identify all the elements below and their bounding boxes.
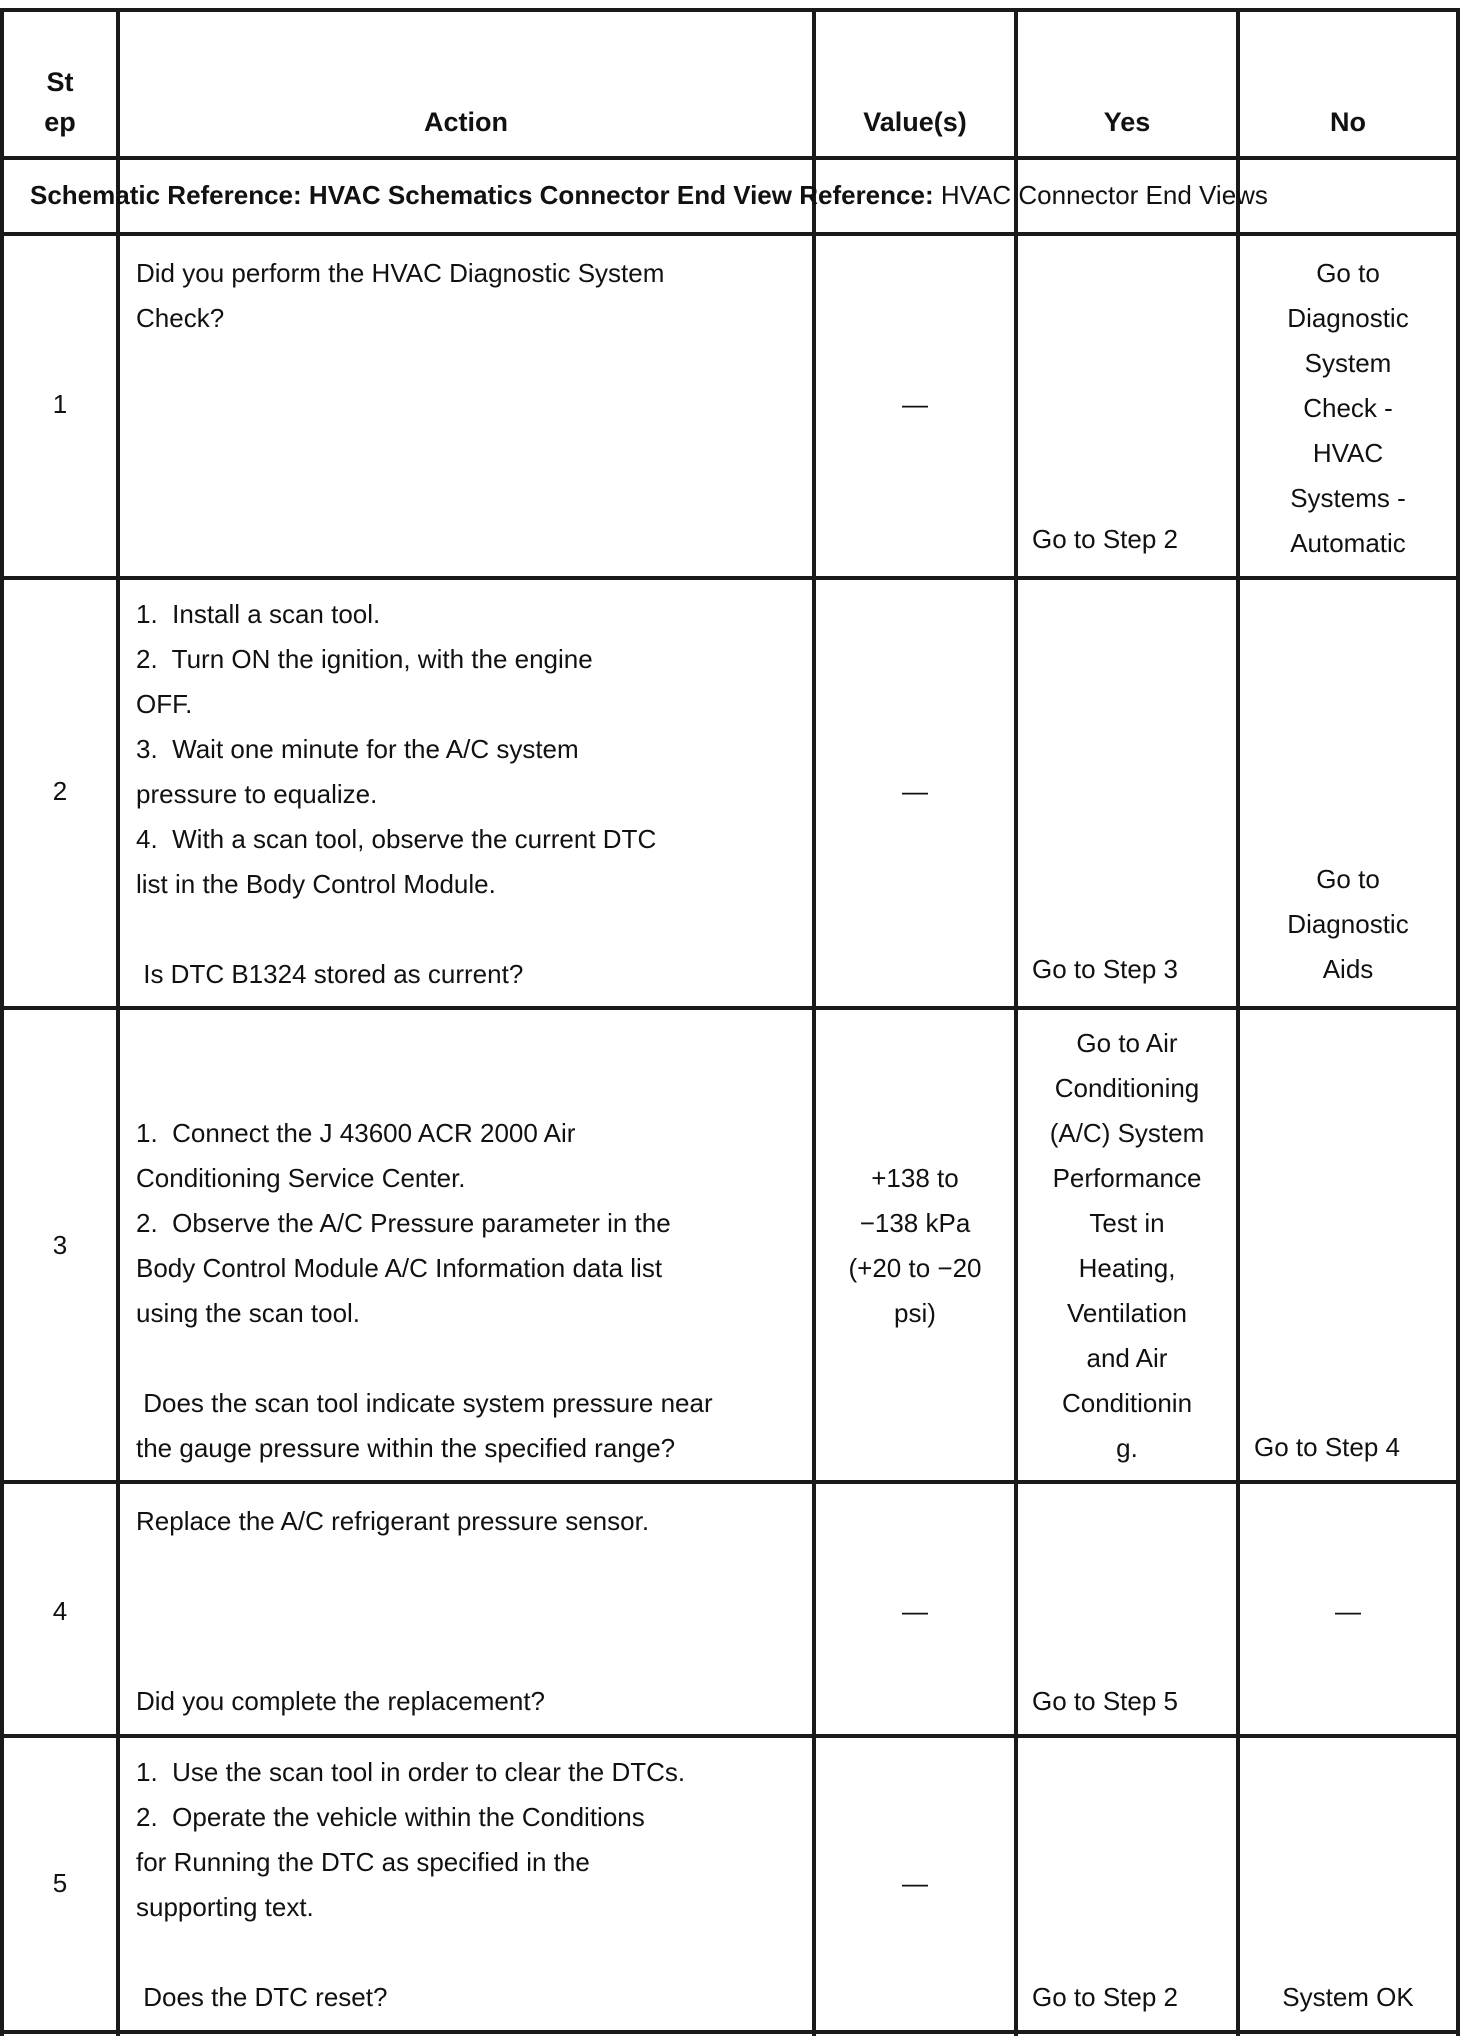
action-line: Replace the A/C refrigerant pressure sensor. xyxy=(136,1506,650,1536)
row-divider xyxy=(0,576,1460,580)
yes-line: Conditionin xyxy=(1061,1388,1193,1418)
value-line: +138 to xyxy=(871,1163,959,1193)
no-result xyxy=(1240,857,1456,992)
action-line: 1. Install a scan tool. xyxy=(136,599,381,629)
yes-result xyxy=(1018,1021,1236,1471)
yes-line: Heating, xyxy=(1078,1253,1176,1283)
action-line: 4. With a scan tool, observe the current DTC xyxy=(136,824,657,854)
yes-result: Go to Step 3 xyxy=(1032,954,1178,984)
yes-line: (A/C) System xyxy=(1049,1118,1205,1148)
row-divider xyxy=(0,1006,1460,1010)
action-line: Does the scan tool indicate system pressure near xyxy=(136,1388,713,1418)
yes-line: and Air xyxy=(1086,1343,1168,1373)
yes-line: Performance xyxy=(1052,1163,1202,1193)
table-border-right xyxy=(1456,10,1460,2036)
value-text xyxy=(816,1156,1014,1336)
yes-line: g. xyxy=(1116,1433,1138,1463)
action-line xyxy=(136,907,812,952)
action-line xyxy=(136,1589,812,1634)
yes-line: Test in xyxy=(1089,1208,1165,1238)
action-line: using the scan tool. xyxy=(136,1298,361,1328)
action-line: for Running the DTC as specified in the xyxy=(136,1847,590,1877)
connector-reference-link: HVAC Connector End Views xyxy=(940,180,1268,210)
value-text: — xyxy=(902,1868,928,1898)
no-line: Diagnostic xyxy=(1287,909,1409,939)
value-text: — xyxy=(902,1596,928,1626)
action-line: supporting text. xyxy=(136,1892,314,1922)
no-line: Systems - xyxy=(1290,483,1406,513)
no-line: Check - xyxy=(1303,393,1393,423)
header-yes: Yes xyxy=(1103,107,1151,137)
row-divider xyxy=(0,156,1460,160)
no-result: Go to Step 4 xyxy=(1254,1432,1400,1462)
step-number: 2 xyxy=(52,776,68,806)
table-border-left xyxy=(0,10,4,2036)
yes-line: Go to Air xyxy=(1076,1028,1178,1058)
action-line: Is DTC B1324 stored as current? xyxy=(136,959,524,989)
header-step xyxy=(4,62,116,142)
no-line: Diagnostic xyxy=(1287,303,1409,333)
action-line xyxy=(136,1544,812,1589)
step-number: 4 xyxy=(52,1596,68,1626)
step-number: 5 xyxy=(52,1868,68,1898)
action-line: 3. Wait one minute for the A/C system xyxy=(136,734,579,764)
no-line: Go to xyxy=(1316,864,1380,894)
no-result xyxy=(1240,251,1456,566)
yes-result: Go to Step 2 xyxy=(1032,524,1178,554)
action-line: Body Control Module A/C Information data list xyxy=(136,1253,663,1283)
value-text: — xyxy=(902,389,928,419)
no-result: System OK xyxy=(1282,1982,1414,2012)
action-text xyxy=(116,1750,812,2020)
action-line: Conditioning Service Center. xyxy=(136,1163,466,1193)
row-divider xyxy=(0,1480,1460,1484)
table-border-bottom xyxy=(0,2030,1460,2034)
action-line: 2. Operate the vehicle within the Conditions xyxy=(136,1802,645,1832)
table-border-top xyxy=(0,8,1460,12)
reference-row xyxy=(30,175,1450,215)
action-line: 1. Connect the J 43600 ACR 2000 Air xyxy=(136,1118,576,1148)
yes-line: Conditioning xyxy=(1054,1073,1200,1103)
column-divider xyxy=(812,10,816,2036)
action-line: list in the Body Control Module. xyxy=(136,869,496,899)
no-line: Go to xyxy=(1316,258,1380,288)
header-action: Action xyxy=(424,107,508,137)
no-line: Aids xyxy=(1322,954,1374,984)
action-text xyxy=(116,1499,812,1724)
value-line: (+20 to −20 xyxy=(848,1253,982,1283)
schematic-reference-link: HVAC Schematics xyxy=(308,180,533,210)
yes-line: Ventilation xyxy=(1067,1298,1187,1328)
value-line: −138 kPa xyxy=(859,1208,971,1238)
value-text: — xyxy=(902,776,928,806)
step-number: 1 xyxy=(52,389,68,419)
row-divider xyxy=(0,1734,1460,1738)
action-line: the gauge pressure within the specified range? xyxy=(136,1433,676,1463)
action-line: Did you complete the replacement? xyxy=(136,1686,546,1716)
action-line: Does the DTC reset? xyxy=(136,1982,388,2012)
header-no: No xyxy=(1330,107,1366,137)
no-line: System xyxy=(1304,348,1392,378)
action-line xyxy=(136,1634,812,1679)
header-values: Value(s) xyxy=(863,107,967,137)
action-line xyxy=(136,1336,812,1381)
no-line: Automatic xyxy=(1290,528,1406,558)
action-line: 2. Turn ON the ignition, with the engine xyxy=(136,644,593,674)
action-line: Did you perform the HVAC Diagnostic System xyxy=(136,258,665,288)
action-line: OFF. xyxy=(136,689,193,719)
action-line: 1. Use the scan tool in order to clear the DTCs. xyxy=(136,1757,686,1787)
action-text xyxy=(116,251,812,341)
action-line: Check? xyxy=(136,303,225,333)
connector-reference-label: Connector End View Reference: xyxy=(539,180,934,210)
header-step-line: St xyxy=(46,67,74,97)
action-line: pressure to equalize. xyxy=(136,779,378,809)
action-line: 2. Observe the A/C Pressure parameter in the xyxy=(136,1208,671,1238)
no-line: HVAC xyxy=(1312,438,1384,468)
value-line: psi) xyxy=(894,1298,936,1328)
action-text xyxy=(116,1111,812,1471)
yes-result: Go to Step 2 xyxy=(1032,1982,1178,2012)
row-divider xyxy=(0,232,1460,236)
header-step-line: ep xyxy=(44,107,76,137)
schematic-reference-label: Schematic Reference: xyxy=(30,180,302,210)
action-line xyxy=(136,1930,812,1975)
no-result: — xyxy=(1335,1596,1361,1626)
action-text xyxy=(116,592,812,997)
yes-result: Go to Step 5 xyxy=(1032,1686,1178,1716)
step-number: 3 xyxy=(52,1230,68,1260)
